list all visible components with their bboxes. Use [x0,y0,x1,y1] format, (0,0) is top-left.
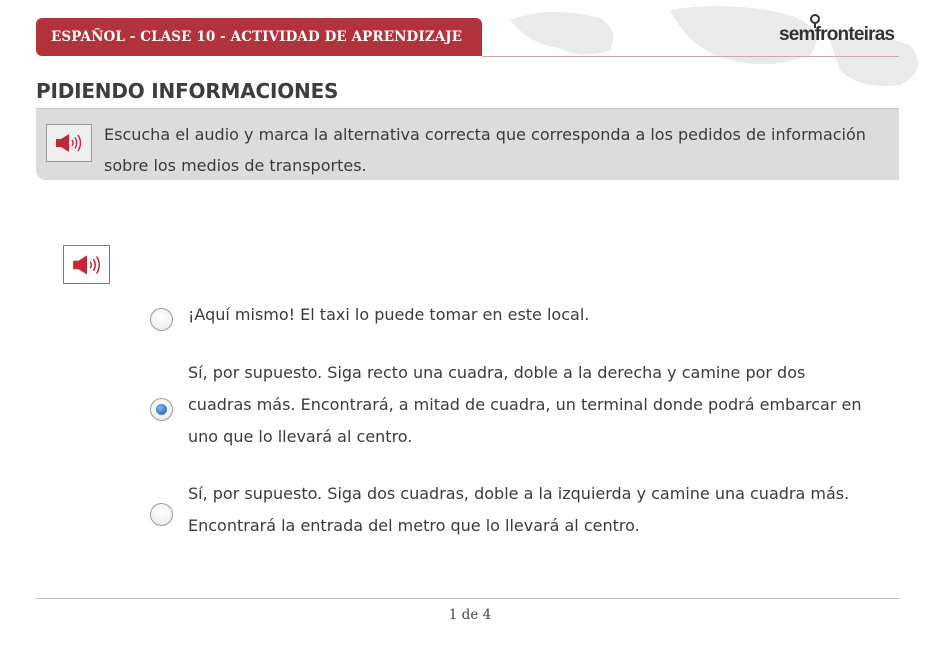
answer-option-text: ¡Aquí mismo! El taxi lo puede tomar en este local. [188,305,590,324]
instruction-panel [36,108,899,180]
page-title: PIDIENDO INFORMACIONES [36,79,339,103]
logo-text: semfronteiras [779,24,895,45]
speaker-icon [54,132,84,154]
banner-title: ESPAÑOL - CLASE 10 - ACTIVIDAD DE APRENDIZAJE [51,29,463,45]
radio-button[interactable] [150,503,173,526]
instruction-text: Escucha el audio y marca la alternativa correcta que corresponda a los pedidos de información sobre los medios de transportes. [104,125,866,175]
header-banner [36,18,482,56]
speaker-icon [71,253,103,277]
page-indicator: 1 de 4 [448,607,492,623]
brand-logo [779,14,901,46]
question-audio-button[interactable] [63,245,110,284]
radio-button-selected[interactable] [150,398,173,421]
footer-divider [36,598,899,599]
header-divider [482,56,899,57]
answer-option-3[interactable] [150,478,870,544]
answer-option-text: Sí, por supuesto. Siga dos cuadras, doble a la izquierda y camine una cuadra más. Encontrará la entrada del metro que lo llevará al centro. [188,484,850,535]
answer-option-2[interactable] [150,357,870,455]
answer-option-1[interactable] [150,299,870,339]
instruction-audio-button[interactable] [46,124,92,162]
answer-option-text: Sí, por supuesto. Siga recto una cuadra, doble a la derecha y camine por dos cuadras más. Encontrará, a mitad de cuadra, un terminal donde podrá embarcar en uno que lo llevará al centro. [188,363,862,446]
radio-button[interactable] [150,308,173,331]
